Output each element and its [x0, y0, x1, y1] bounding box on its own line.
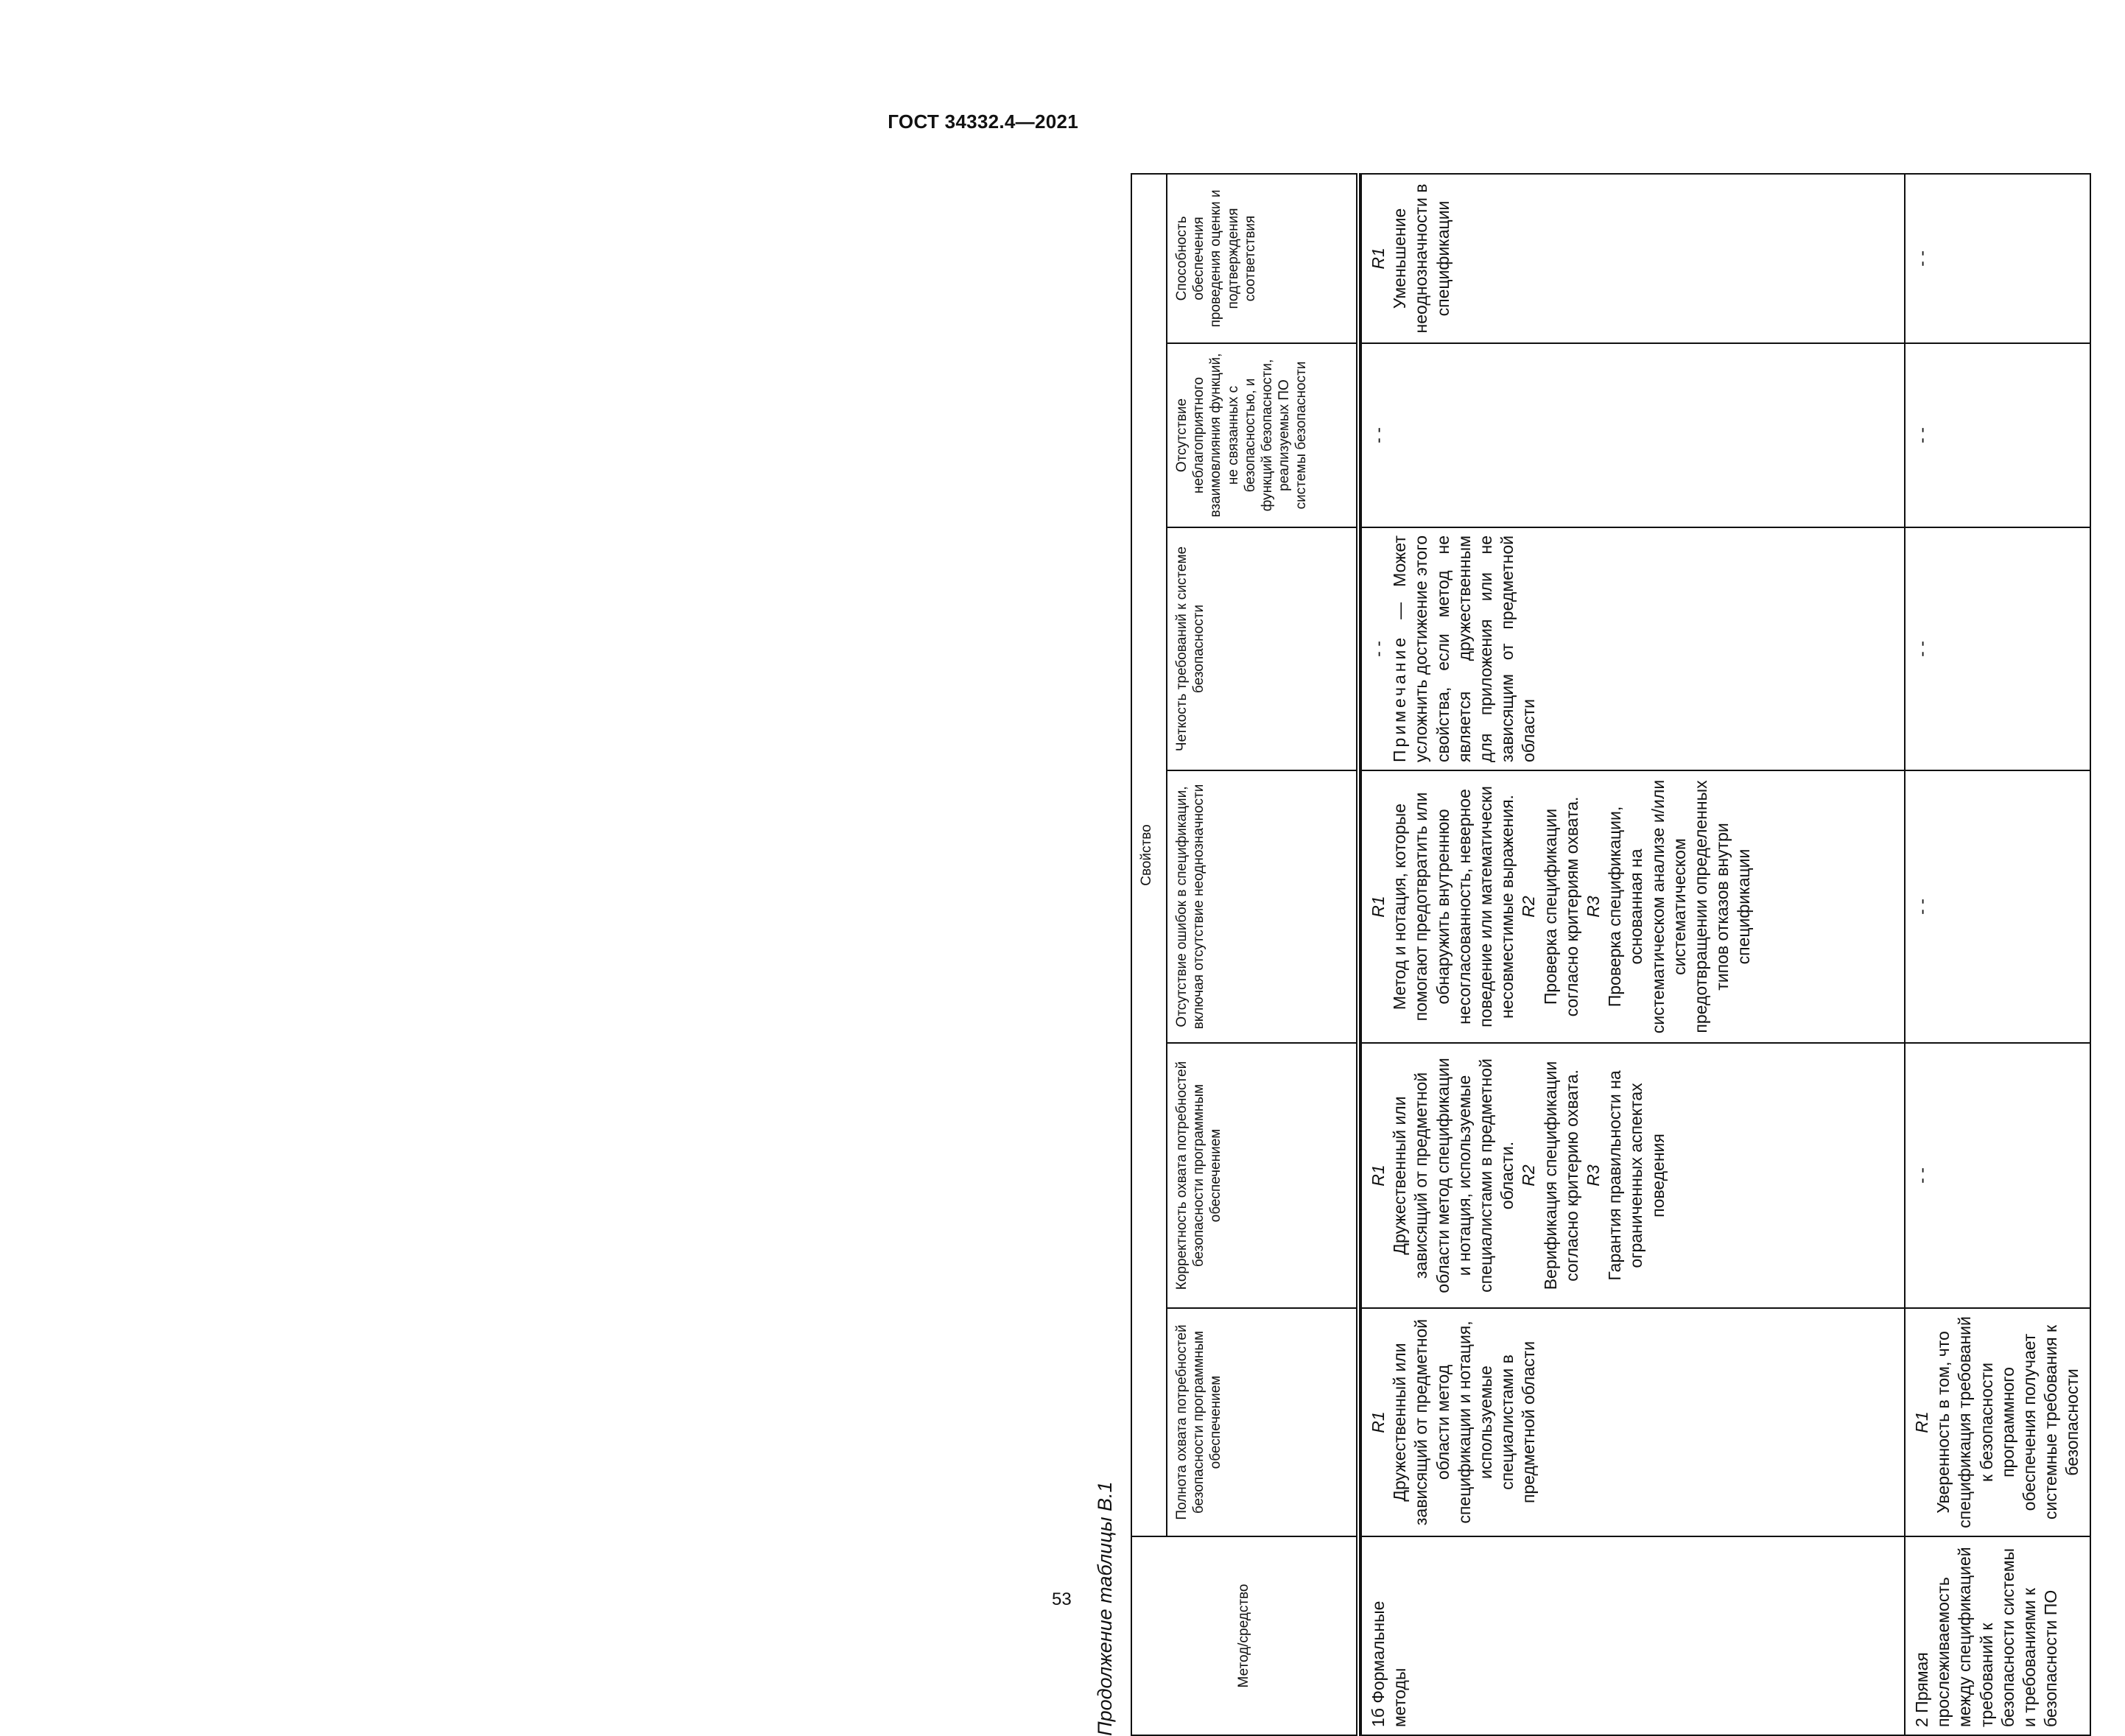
page-number: 53	[1052, 1589, 1072, 1609]
column-header	[1167, 174, 1358, 343]
method-label: 2 Прямая прослеживаемость между спецификацией требований к безопасности системы и требованиями к безопасности ПО	[1912, 1547, 2061, 1727]
header-row-group	[1131, 174, 1167, 1735]
column-header-label: Корректность охвата потребностей безопасности программным обеспечением	[1174, 1061, 1224, 1290]
requirement-ref: R3	[1584, 1164, 1604, 1187]
empty-dash: - -	[1912, 641, 1931, 657]
column-header-label: Отсутствие неблагоприятного взаимовлияния функций, не связанных с безопасностью, и функций безопасности, реализуемых ПО системы безопасности	[1174, 353, 1310, 518]
empty-dash: - -	[1369, 427, 1388, 443]
empty-dash: - -	[1912, 1167, 1931, 1184]
property-group-header	[1131, 174, 1167, 1536]
table-cell	[1905, 770, 2090, 1043]
requirement-ref: R1	[1369, 896, 1388, 918]
requirement-ref: R3	[1584, 896, 1604, 918]
column-header	[1167, 527, 1358, 770]
cell-text: Метод и нотация, которые помогают предотвратить или обнаружить внутреннюю несогласованность, неверное поведение или математически несовместимые выражения.	[1390, 786, 1517, 1027]
table-cell	[1361, 770, 1905, 1043]
table-cell	[1361, 174, 1905, 343]
table-cell	[1905, 343, 2090, 527]
table-cell	[1361, 1308, 1905, 1536]
table-cell	[1905, 1308, 2090, 1536]
table-row	[1361, 174, 1905, 1735]
cell-text: Верификация спецификации согласно критерию охвата.	[1540, 1061, 1581, 1290]
rotated-landscape-content	[1094, 175, 2125, 1736]
method-label: 1б Формальные методы	[1369, 1600, 1410, 1727]
column-header-label: Полнота охвата потребностей безопасности программным обеспечением	[1174, 1324, 1224, 1520]
cell-text: Уверенность в том, что спецификация требований к безопасности программного обеспечения получает системные требования к безопасности	[1933, 1316, 2082, 1528]
cell-text: Проверка спецификации согласно критериям охвата.	[1540, 796, 1581, 1017]
column-header	[1167, 1043, 1358, 1308]
cell-text: Дружественный или зависящий от предметной области метод спецификации и нотация, используемые специалистами в предметной области.	[1390, 1058, 1517, 1293]
requirement-ref: R1	[1369, 1411, 1388, 1433]
method-cell	[1905, 1536, 2090, 1735]
cell-text: Проверка спецификации, основанная на систематическом анализе и/или систематическом предотвращении определенных типов отказов внутри спецификации	[1605, 779, 1754, 1034]
standard-id: ГОСТ 34332.4—2021	[888, 110, 1078, 133]
empty-dash: - -	[1912, 250, 1931, 267]
requirement-ref: R2	[1519, 896, 1539, 918]
column-header-label: Отсутствие ошибок в спецификации, включая отсутствие неоднозначности	[1174, 784, 1207, 1030]
requirement-ref: R1	[1369, 247, 1388, 270]
table-cell	[1361, 343, 1905, 527]
empty-dash: - -	[1369, 641, 1388, 657]
empty-dash: - -	[1912, 899, 1931, 915]
column-header	[1167, 1308, 1358, 1536]
table-caption: Продолжение таблицы В.1	[1094, 1481, 1116, 1736]
table-cell	[1905, 1043, 2090, 1308]
column-header-label: Четкость требований к системе безопасности	[1174, 546, 1207, 752]
method-header	[1131, 1536, 1358, 1735]
table-cell	[1905, 174, 2090, 343]
note-label: Примечание —	[1390, 599, 1410, 762]
requirements-table	[1131, 173, 2091, 1736]
property-group-label: Свойство	[1139, 824, 1154, 886]
column-header	[1167, 343, 1358, 527]
cell-text: Дружественный или зависящий от предметной области метод спецификации и нотация, используемые специалистами в предметной области	[1390, 1318, 1539, 1526]
requirement-ref: R1	[1369, 1164, 1388, 1187]
empty-dash: - -	[1912, 427, 1931, 443]
requirement-ref: R2	[1519, 1164, 1539, 1187]
note-text: Может усложнить достижение этого свойства, если метод не является дружественным для приложения или не зависящим от предметной области	[1390, 535, 1539, 762]
method-cell	[1361, 1536, 1905, 1735]
table-cell	[1905, 527, 2090, 770]
cell-text: Уменьшение неоднозначности в спецификации	[1390, 183, 1453, 334]
column-header	[1167, 770, 1358, 1043]
table-cell	[1361, 527, 1905, 770]
header-row-columns	[1167, 174, 1358, 1735]
requirement-ref: R1	[1912, 1411, 1931, 1433]
method-header-label: Метод/средство	[1236, 1584, 1252, 1688]
table-cell	[1361, 1043, 1905, 1308]
cell-text: Гарантия правильности на ограниченных аспектах поведения	[1605, 1070, 1668, 1281]
column-header-label: Способность обеспечения проведения оценки и подтверждения соответствия	[1174, 189, 1258, 328]
table-row	[1905, 174, 2090, 1735]
